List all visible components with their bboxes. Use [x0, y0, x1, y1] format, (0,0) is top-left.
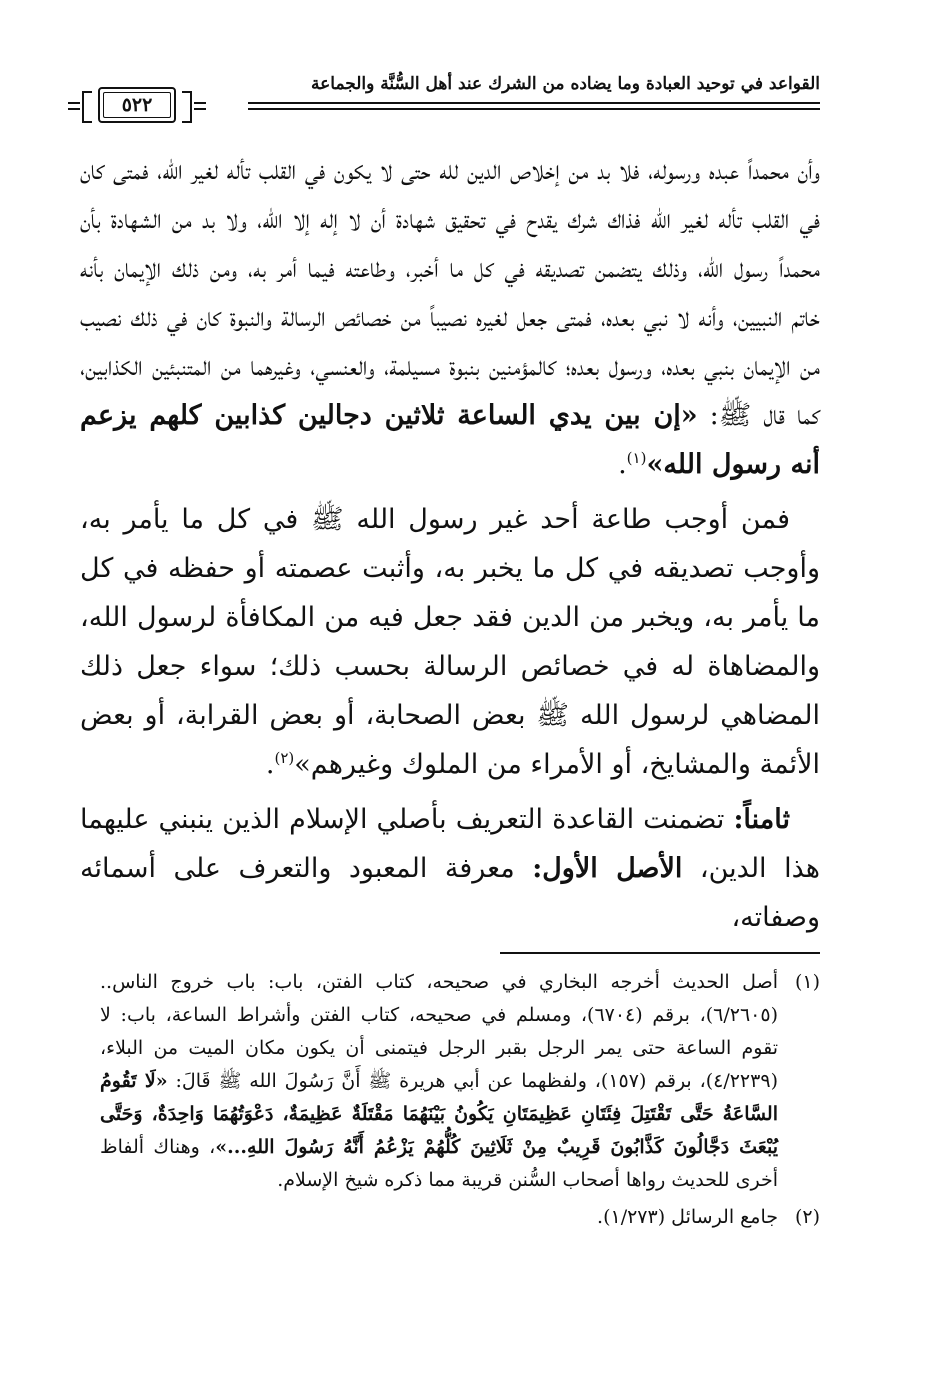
paragraph-text: وأن محمداً عبده ورسوله، فلا بد من إخلاص الدين لله حتى لا يكون في القلب تأله لغير الله، فمتى كان في القلب تأله لغير الله فذاك شرك يقدح في تحقيق شهادة أن لا إله إلا الله، ولا بد من الشهادة بأن محمداً رسول الله، وذلك يتضمن تصديقه في كل ما أخبر، وطاعته فيما أمر به، ومن ذلك الإيمان بأنه خاتم النبيين، وأنه لا نبي بعده، فمتى جعل لغيره نصيباً من خصائص الرسالة والنبوة كان في ذلك نصيب من الإيمان بنبي بعده، ورسول بعده؛ كالمؤمنين بنبوة مسيلمة، والعنسي، وغيرهما من المتنبئين الكذابين، كما قال ﷺ: [80, 155, 820, 431]
main-text [80, 146, 820, 942]
paragraph-text: تضمنت القاعدة التعريف بأصلي الإسلام الذين ينبني عليهما هذا الدين، [80, 804, 820, 884]
page-number: ٥٢٢ [98, 87, 176, 123]
footnote-text: جامع الرسائل (١/٢٧٣). [597, 1206, 778, 1228]
page-header [72, 64, 820, 130]
period: . [618, 449, 627, 480]
section-label: الأصل الأول: [532, 853, 683, 884]
footnote-1 [100, 966, 820, 1197]
paragraph-1 [80, 146, 820, 489]
footnote-number: (١) [794, 971, 820, 993]
footnote-body: ، وهناك ألفاظ أخرى للحديث رواها أصحاب السُّنن قريبة مما ذكره شيخ الإسلام. [100, 1136, 778, 1191]
running-title: القواعد في توحيد العبادة وما يضاده من الشرك عند أهل السُّنَّة والجماعة [311, 74, 820, 94]
footnote-ref[interactable]: (٢) [274, 749, 295, 767]
ornament-dash [68, 102, 80, 104]
paragraph-text: فمن أوجب طاعة أحد غير رسول الله ﷺ في كل ما يأمر به، وأوجب تصديقه في كل ما يخبر به، وأثبت عصمته أو حفظه في كل ما يأمر به، ويخبر من الدين فقد جعل فيه من المكافأة لرسول الله، والمضاهاة له في خصائص الرسالة بحسب ذلك؛ سواء جعل ذلك المضاهي لرسول الله ﷺ بعض الصحابة، أو بعض القرابة، أو بعض الأئمة والمشايخ، أو الأمراء من الملوك وغيرهم» [80, 504, 820, 780]
footnote-separator [500, 952, 820, 954]
ornament-bracket [82, 91, 92, 123]
page-number-ornament [82, 86, 192, 124]
footnote-body: أصل الحديث أخرجه البخاري في صحيحه، كتاب الفتن، باب: باب خروج الناس.. (٦/٢٦٠٥)، برقم (٦٧٠٤)، ومسلم في صحيحه، كتاب الفتن وأشراط الساعة، باب: لا تقوم الساعة حتى يمر الرجل بقبر الرجل فيتمنى أن يكون مكان الميت من البلاء، (٤/٢٢٣٩)، برقم (١٥٧)، ولفظهما عن أبي هريرة ﷺ أَنَّ رَسُولَ الله ﷺ قَالَ: [100, 971, 778, 1092]
header-rule-double [248, 108, 820, 110]
footnote-number: (٢) [794, 1206, 820, 1228]
paragraph-2 [80, 495, 820, 789]
footnote-ref[interactable]: (١) [626, 449, 647, 467]
ornament-dash [68, 108, 80, 110]
ornament-bracket [182, 91, 192, 123]
footnotes [100, 966, 820, 1234]
header-rule [248, 102, 820, 104]
footnote-text [100, 966, 778, 1197]
paragraph-3 [80, 795, 820, 942]
hadith-quote: «لَا تَقُومُ السَّاعَةُ حَتَّى تَقْتَتِلَ فِئَتَانِ عَظِيمَتَانِ يَكُونُ بَيْنَهُمَا مَقْتَلَةٌ عَظِيمَةٌ، دَعْوَتُهُمَا وَاحِدَةٌ، وَحَتَّى يُبْعَثَ دَجَّالُونَ كَذَّابُونَ قَرِيبٌ مِنْ ثَلَاثِينَ كُلُّهُمْ يَزْعُمُ أَنَّهُ رَسُولَ اللهِ...» [100, 1070, 778, 1158]
section-label: ثامناً: [733, 804, 790, 835]
ornament-dash [194, 108, 206, 110]
paragraph-text: معرفة المعبود والتعرف على أسمائه وصفاته، [80, 853, 820, 933]
ornament-dash [194, 102, 206, 104]
period: . [265, 749, 275, 780]
hadith-quote: «إن بين يدي الساعة ثلاثين دجالين كذابين كلهم يزعم أنه رسول الله» [80, 400, 820, 480]
footnote-2 [100, 1201, 820, 1234]
